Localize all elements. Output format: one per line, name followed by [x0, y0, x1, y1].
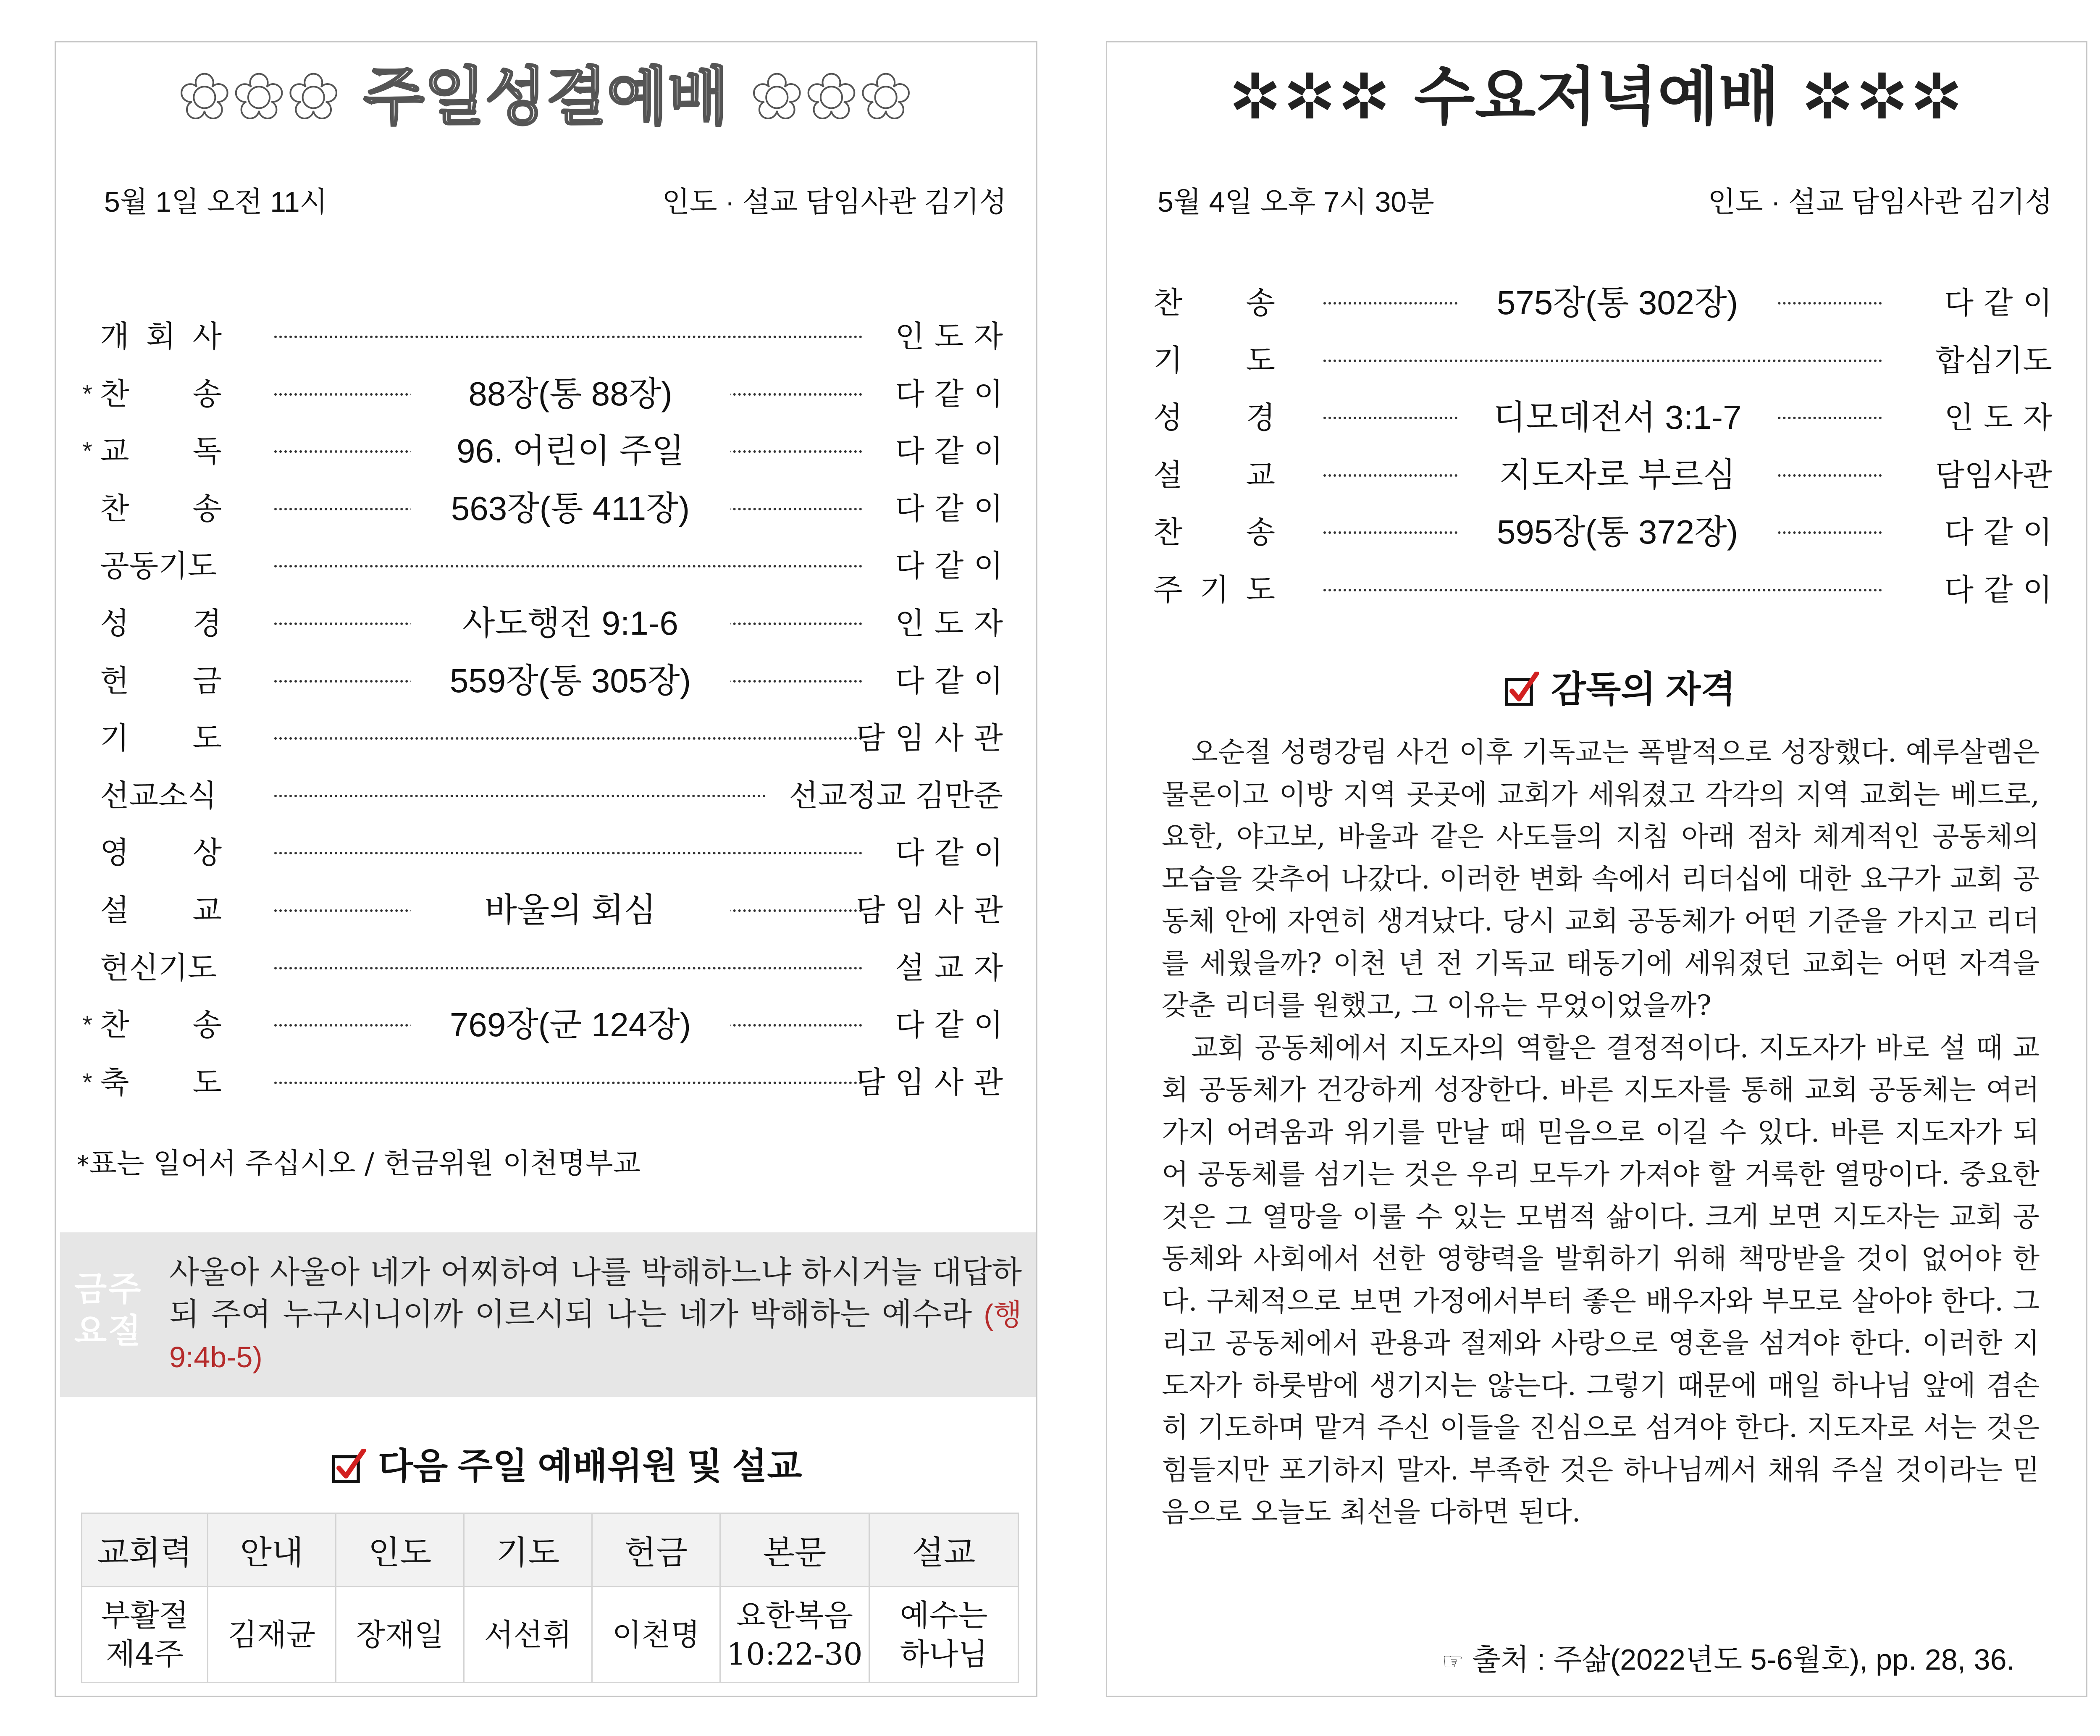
essay-heading-text: 감독의 자격 — [1551, 669, 1736, 709]
duty-cell-line: 요한복음 — [736, 1597, 853, 1633]
order-label: 찬 송 — [1153, 515, 1275, 550]
order-label: 공동기도 — [100, 548, 217, 584]
wednesday-bulletin-panel — [1106, 41, 2087, 1697]
order-content: 769장(군 124장) — [411, 1000, 730, 1050]
duty-cell — [869, 1587, 1018, 1683]
leader-dots — [274, 1082, 862, 1084]
order-content: 사도행전 9:1-6 — [411, 598, 730, 649]
order-responder: 담임사관 — [856, 720, 1013, 756]
standing-star-icon: * — [82, 1068, 92, 1096]
essay-body — [1162, 731, 2040, 1534]
sunday-title — [56, 55, 1036, 139]
order-responder: 다같이 — [1944, 572, 2062, 607]
order-row — [1107, 335, 2086, 386]
order-label: 개 회 사 — [100, 319, 222, 354]
order-label: 찬 송 — [100, 491, 222, 526]
order-label: 찬 송 — [1153, 285, 1275, 320]
duty-cell-line: 제4주 — [106, 1636, 184, 1672]
standing-note — [77, 1143, 640, 1186]
duty-table-header-row — [82, 1513, 1018, 1587]
order-label: 영 상 — [100, 835, 222, 871]
order-label: 설 교 — [100, 893, 222, 928]
order-row — [77, 483, 1018, 534]
order-responder: 다같이 — [895, 663, 1013, 699]
duty-column-header: 인도 — [336, 1513, 464, 1587]
order-row — [77, 598, 1018, 649]
order-responder: 다같이 — [895, 376, 1013, 412]
order-content: 디모데전서 3:1-7 — [1458, 392, 1777, 443]
essay-source-text: 출처 : 주삶(2022년도 5-6월호), pp. 28, 36. — [1472, 1643, 2015, 1676]
standing-note-text: 표는 일어서 주십시오 / 헌금위원 이천명부교 — [89, 1147, 641, 1180]
asterisk-deco-icon: ✲✲✲ — [1228, 60, 1392, 134]
order-content: 575장(통 302장) — [1458, 278, 1777, 328]
weekly-verse-badge — [73, 1268, 144, 1352]
standing-star-icon: * — [77, 1150, 89, 1179]
order-row — [77, 885, 1018, 935]
verse-reference: (행 9:4b-5) — [169, 1298, 1022, 1374]
verse-badge-line: 금주 — [74, 1270, 143, 1308]
order-label: 설 교 — [1153, 457, 1275, 493]
duty-cell-line: 장재일 — [356, 1617, 444, 1652]
order-responder: 담임사관 — [1935, 457, 2052, 493]
essay-paragraph: 오순절 성령강림 사건 이후 기독교는 폭발적으로 성장했다. 예루살렘은 물론이고 이방 지역 곳곳에 교회가 세워졌고 각각의 지역 교회는 베드로, 요한, 야고보, 바울과 같은 사도들의 지침 아래 점차 체계적인 공동체의 모습을 갖추어 나갔다. 이러한 변화 속에서 리더십에 대한 요구가 교회 공동체 안에 자연히 생겨났다. 당시 교회 공동체가 어떤 기준을 가지고 리더를 세웠을까? 이천 년 전 기독교 태동기에 세워졌던 교회는 어떤 자격을 갖춘 리더를 원했고, 그 이유는 무었이었을까? — [1162, 736, 2040, 1022]
order-content: 563장(통 411장) — [411, 483, 730, 534]
duty-cell-line: 서선휘 — [484, 1617, 572, 1652]
sunday-bulletin-panel — [55, 41, 1037, 1697]
order-row — [77, 369, 1018, 419]
leader-dots — [274, 967, 862, 969]
order-row — [1107, 450, 2086, 500]
flower-deco-icon: ✿✿✿ — [750, 60, 914, 134]
order-label: 교 독 — [100, 433, 222, 469]
order-row — [77, 541, 1018, 591]
order-row — [1107, 278, 2086, 328]
order-row — [77, 1000, 1018, 1050]
order-row — [77, 943, 1018, 993]
sunday-officiant: 인도 · 설교 담임사관 김기성 — [662, 186, 1007, 218]
duty-column-header: 안내 — [208, 1513, 336, 1587]
order-responder: 다같이 — [895, 548, 1013, 584]
order-row — [77, 426, 1018, 476]
duty-cell-line: 10:22-30 — [727, 1636, 863, 1672]
order-row — [77, 1057, 1018, 1108]
duty-cell-line: 이천명 — [612, 1617, 700, 1652]
order-responder: 인도자 — [895, 606, 1013, 641]
weekly-verse-box — [60, 1232, 1036, 1397]
duty-cell-line: 김재균 — [228, 1617, 316, 1652]
order-content: 595장(통 372장) — [1458, 507, 1777, 557]
order-row — [1107, 507, 2086, 557]
leader-dots — [274, 336, 862, 338]
checkbox-check-icon — [331, 1449, 366, 1484]
duty-column-header: 기도 — [464, 1513, 592, 1587]
order-responder: 다같이 — [895, 433, 1013, 469]
duty-cell — [592, 1587, 720, 1683]
order-content: 지도자로 부르심 — [1458, 450, 1777, 500]
order-label: 찬 송 — [100, 1007, 222, 1043]
order-responder: 선교정교 김만준 — [789, 777, 1003, 813]
order-row — [1107, 392, 2086, 443]
duty-column-header: 헌금 — [592, 1513, 720, 1587]
order-label: 성 경 — [100, 606, 222, 641]
order-content: 96. 어린이 주일 — [411, 426, 730, 476]
order-responder: 인도자 — [1944, 400, 2062, 436]
order-responder: 합심기도 — [1935, 342, 2052, 378]
duty-cell-line: 부활절 — [101, 1597, 189, 1633]
essay-source — [1442, 1639, 2015, 1682]
standing-star-icon: * — [82, 1011, 92, 1039]
order-responder: 담임사관 — [856, 893, 1013, 928]
leader-dots — [274, 852, 862, 854]
standing-star-icon: * — [82, 437, 92, 465]
order-row — [77, 656, 1018, 706]
sunday-title-text: 주일성결예배 — [363, 60, 729, 134]
verse-badge-line: 요절 — [74, 1312, 143, 1350]
order-label: 헌 금 — [100, 663, 222, 699]
order-label: 축 도 — [100, 1064, 222, 1100]
order-row — [77, 770, 1018, 821]
sunday-date: 5월 1일 오전 11시 — [104, 186, 328, 218]
order-responder: 다같이 — [895, 835, 1013, 871]
duty-cell — [336, 1587, 464, 1683]
leader-dots — [1323, 589, 1882, 591]
next-week-heading — [331, 1441, 802, 1492]
duty-cell — [82, 1587, 208, 1683]
duty-cell — [464, 1587, 592, 1683]
pointing-hand-icon: ☞ — [1442, 1647, 1464, 1676]
order-label: 헌신기도 — [100, 950, 217, 985]
order-responder: 인도자 — [895, 319, 1013, 354]
leader-dots — [274, 565, 862, 567]
order-row — [77, 311, 1018, 362]
order-label: 기 도 — [1153, 342, 1275, 378]
checkbox-check-icon — [1504, 672, 1539, 707]
duty-cell — [208, 1587, 336, 1683]
duty-cell-line: 하나님 — [900, 1636, 988, 1672]
duty-cell — [720, 1587, 869, 1683]
next-week-duty-table — [81, 1513, 1019, 1683]
wednesday-date: 5월 4일 오후 7시 30분 — [1158, 186, 1434, 218]
order-label: 찬 송 — [100, 376, 222, 412]
order-content: 바울의 회심 — [411, 885, 730, 935]
order-responder: 다같이 — [1944, 285, 2062, 320]
leader-dots — [274, 737, 862, 740]
order-content: 88장(통 88장) — [411, 369, 730, 419]
duty-column-header: 본문 — [720, 1513, 869, 1587]
duty-column-header: 교회력 — [82, 1513, 208, 1587]
wednesday-officiant: 인도 · 설교 담임사관 김기성 — [1708, 186, 2053, 218]
order-responder: 담임사관 — [856, 1064, 1013, 1100]
essay-heading — [1504, 664, 1735, 714]
essay-paragraph: 교회 공동체에서 지도자의 역할은 결정적이다. 지도자가 바로 설 때 교회 공동체가 건강하게 성장한다. 바른 지도자를 통해 교회 공동체는 여러가지 어려움과 위기를 만날 때 믿음으로 이길 수 있다. 바른 지도자가 되어 공동체를 섬기는 것은 우리 모두가 가져야 할 거룩한 열망이다. 중요한 것은 그 열망을 이룰 수 있는 모범적 삶이다. 크게 보면 지도자는 교회 공동체와 사회에서 선한 영향력을 발휘하기 위해 책망받을 것이 없어야 한다. 구체적으로 보면 가정에서부터 좋은 배우자와 부모로 살아야 한다. 그리고 공동체에서 관용과 절제와 사랑으로 영혼을 섬겨야 한다. 이러한 지도자가 하룻밤에 생기지는 않는다. 그렇기 때문에 매일 하나님 앞에 겸손히 기도하며 맡겨 주신 이들을 진심으로 섬겨야 한다. 지도자로 서는 것은 힘들지만 포기하지 말자. 부족한 것은 하나님께서 채워 주실 것이라는 믿음으로 오늘도 최선을 다하면 된다. — [1162, 1031, 2040, 1528]
duty-cell-line: 예수는 — [900, 1597, 988, 1633]
standing-star-icon: * — [82, 379, 92, 408]
asterisk-deco-icon: ✲✲✲ — [1801, 60, 1965, 134]
duty-column-header: 설교 — [869, 1513, 1018, 1587]
order-row — [77, 827, 1018, 878]
leader-dots — [1323, 360, 1882, 362]
order-row — [1107, 565, 2086, 615]
order-row — [77, 713, 1018, 763]
order-responder: 다같이 — [895, 1007, 1013, 1043]
leader-dots — [274, 795, 766, 797]
duty-table-row — [82, 1587, 1018, 1683]
order-label: 기 도 — [100, 720, 222, 756]
order-responder: 다같이 — [1944, 515, 2062, 550]
weekly-verse-text — [169, 1251, 1022, 1378]
flower-deco-icon: ✿✿✿ — [178, 60, 342, 134]
order-responder: 다같이 — [895, 491, 1013, 526]
next-week-heading-text: 다음 주일 예배위원 및 설교 — [378, 1446, 802, 1486]
order-label: 주 기 도 — [1153, 572, 1275, 607]
verse-body: 사울아 사울아 네가 어찌하여 나를 박해하느냐 하시거늘 대답하되 주여 누구시니이까 이르시되 나는 네가 박해하는 예수라 — [169, 1254, 1022, 1332]
wednesday-title — [1107, 55, 2086, 139]
order-label: 성 경 — [1153, 400, 1275, 436]
order-label: 선교소식 — [100, 777, 217, 813]
wednesday-title-text: 수요저녁예배 — [1414, 60, 1780, 134]
order-content: 559장(통 305장) — [411, 656, 730, 706]
order-responder: 설교자 — [895, 950, 1013, 985]
